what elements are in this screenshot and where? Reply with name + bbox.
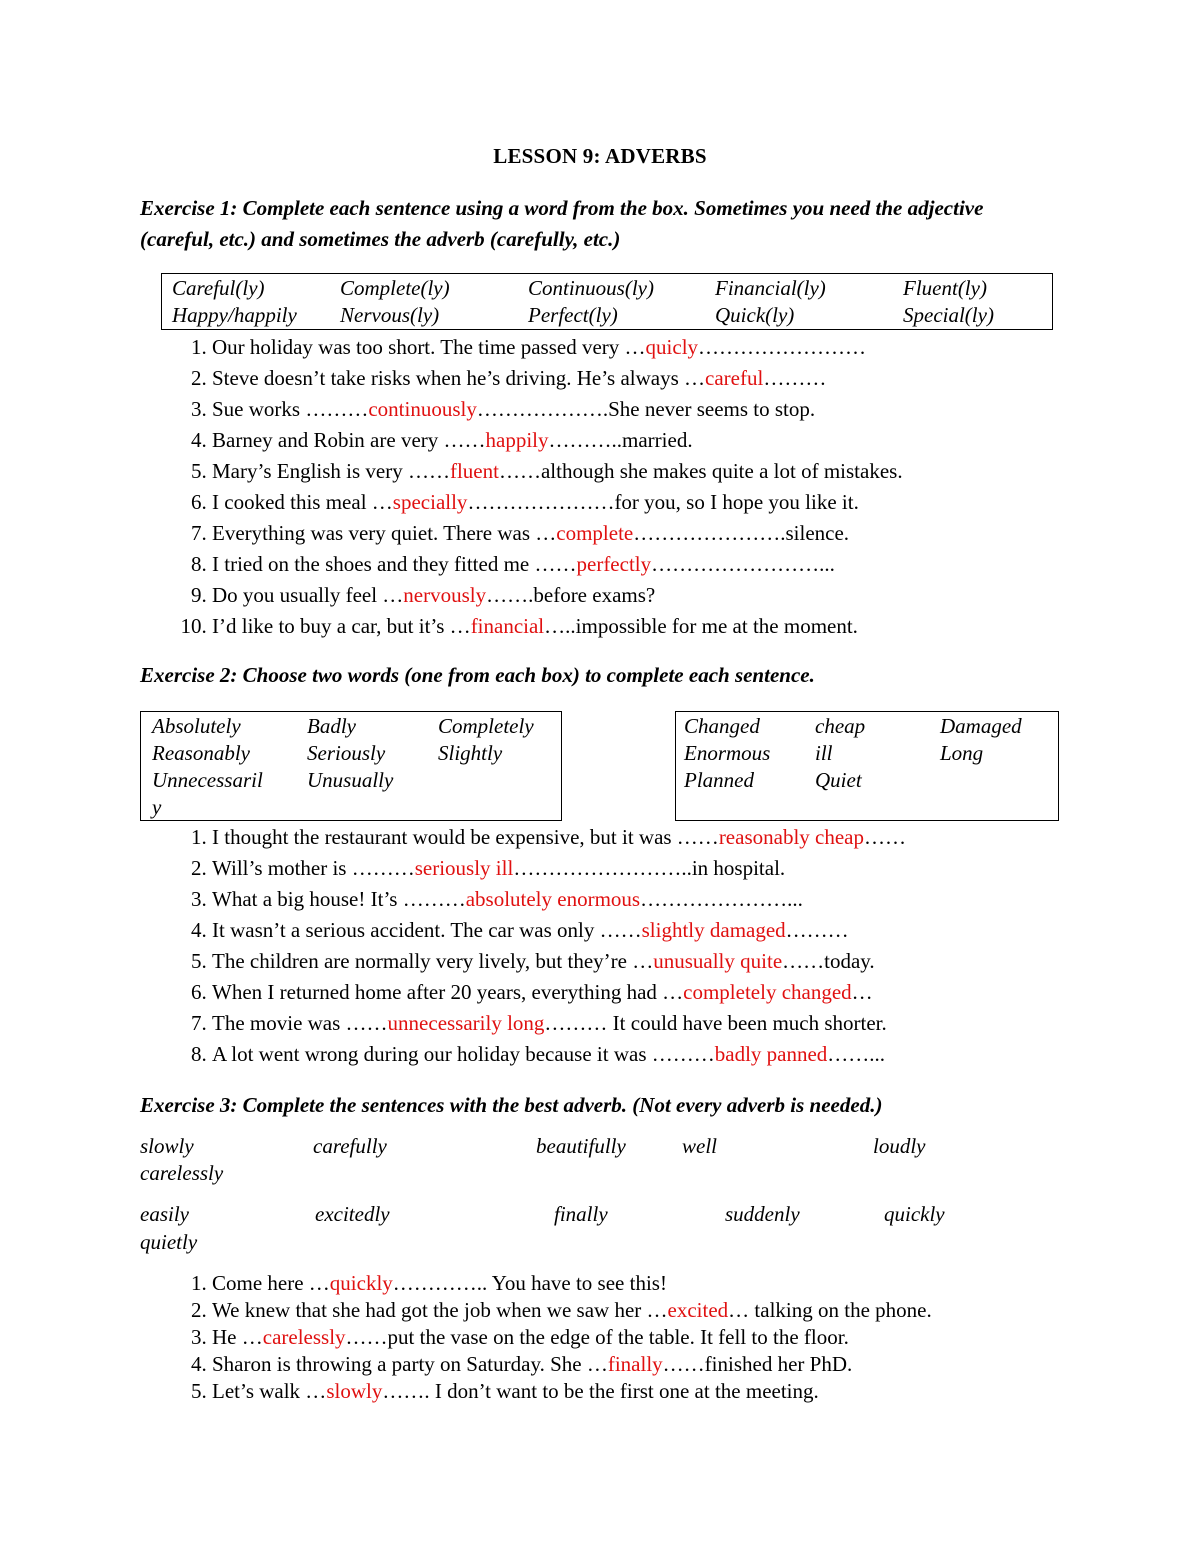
word-box-cell: Quiet (815, 768, 862, 792)
sentence-text: … talking on the phone. (728, 1298, 932, 1322)
answer-text: quickly (329, 1271, 393, 1295)
word-box-cell: Fluent(ly) (903, 276, 987, 300)
sentence-text: It wasn’t a serious accident. The car was only …… (212, 918, 642, 942)
adverb-option: well (682, 1134, 717, 1158)
answer-text: excited (667, 1298, 729, 1322)
exercise-item (212, 611, 1172, 642)
sentence-text: Mary’s English is very …… (212, 459, 450, 483)
exercise-item (212, 549, 1172, 580)
word-box-cell: cheap (815, 714, 866, 738)
answer-text: careful (705, 366, 764, 390)
sentence-text: ……put the vase on the edge of the table. It fell to the floor. (345, 1325, 849, 1349)
sentence-text: ……………………..in hospital. (513, 856, 786, 880)
answer-text: specially (392, 490, 468, 514)
word-box-cell: Enormous (684, 741, 771, 765)
sentence-text: Steve doesn’t take risks when he’s driving. He’s always … (212, 366, 706, 390)
exercise-item (212, 1297, 1172, 1324)
sentence-text: …….before exams? (486, 583, 656, 607)
sentence-text: Will’s mother is ……… (212, 856, 415, 880)
page-title: LESSON 9: ADVERBS (493, 144, 707, 168)
exercise-1-heading: Exercise 1: Complete each sentence using a word from the box. Sometimes you need the adjective (careful, etc.) and sometimes the adverb (carefully, etc.) (140, 196, 984, 251)
sentence-text: Barney and Robin are very …… (212, 428, 486, 452)
adverb-option: quietly (140, 1230, 198, 1254)
sentence-text: ……… (763, 366, 827, 390)
word-box-cell: Unusually (307, 768, 394, 792)
word-box-cell: Perfect(ly) (528, 303, 618, 327)
exercise-2-heading: Exercise 2: Choose two words (one from each box) to complete each sentence. (140, 663, 815, 687)
sentence-text: When I returned home after 20 years, everything had … (212, 980, 684, 1004)
sentence-text: …… (864, 825, 906, 849)
exercise-item (212, 518, 1172, 549)
exercise-3-heading: Exercise 3: Complete the sentences with the best adverb. (Not every adverb is needed.) (140, 1093, 883, 1117)
exercise-item (212, 915, 1172, 946)
answer-text: complete (556, 521, 634, 545)
word-box-cell: Careful(ly) (172, 276, 265, 300)
adverb-option: slowly (140, 1134, 194, 1158)
answer-text: continuously (368, 397, 477, 421)
exercise-item (212, 487, 1172, 518)
exercise-item (212, 425, 1172, 456)
exercise-item (212, 977, 1172, 1008)
sentence-text: I thought the restaurant would be expensive, but it was …… (212, 825, 719, 849)
word-box-cell: y (152, 795, 162, 819)
sentence-text: … (851, 980, 873, 1004)
exercise-3-list (140, 1270, 1172, 1405)
word-box-cell: Complete(ly) (340, 276, 450, 300)
exercise-item (212, 1351, 1172, 1378)
sentence-text: Sue works ……… (212, 397, 369, 421)
sentence-text: Come here … (212, 1271, 330, 1295)
adverb-option: quickly (884, 1202, 945, 1226)
exercise-item (212, 946, 1172, 977)
answer-text: slightly damaged (641, 918, 786, 942)
answer-text: reasonably cheap (718, 825, 864, 849)
word-box-cell: Badly (307, 714, 356, 738)
sentence-text: …………………... (640, 887, 803, 911)
exercise-item (212, 580, 1172, 611)
sentence-text: Sharon is throwing a party on Saturday. She … (212, 1352, 608, 1376)
exercise-item (212, 332, 1172, 363)
exercise-2-left-box (140, 711, 562, 821)
word-box-cell: ill (815, 741, 833, 765)
adverb-option: easily (140, 1202, 189, 1226)
sentence-text: …..impossible for me at the moment. (544, 614, 858, 638)
exercise-1-word-box (161, 273, 1053, 330)
exercise-item (212, 363, 1172, 394)
word-box-cell: Reasonably (152, 741, 250, 765)
sentence-text: ……… It could have been much shorter. (544, 1011, 887, 1035)
answer-text: slowly (326, 1379, 383, 1403)
answer-text: nervously (403, 583, 487, 607)
sentence-text: …………………for you, so I hope you like it. (467, 490, 859, 514)
exercise-item (212, 456, 1172, 487)
sentence-text: What a big house! It’s ……… (212, 887, 466, 911)
answer-text: absolutely enormous (465, 887, 641, 911)
adverb-option: beautifully (536, 1134, 626, 1158)
answer-text: financial (470, 614, 545, 638)
word-box-cell: Damaged (940, 714, 1022, 738)
answer-text: fluent (449, 459, 499, 483)
sentence-text: ………….. You have to see this! (392, 1271, 667, 1295)
exercise-2-list (140, 822, 1172, 1070)
answer-text: unusually quite (653, 949, 783, 973)
adverb-option: carelessly (140, 1161, 224, 1185)
answer-text: badly panned (714, 1042, 828, 1066)
adverb-option: loudly (873, 1134, 926, 1158)
sentence-text: ………………….silence. (633, 521, 850, 545)
word-box-cell: Changed (684, 714, 760, 738)
sentence-text: Do you usually feel … (212, 583, 404, 607)
answer-text: quicly (645, 335, 699, 359)
answer-text: carelessly (262, 1325, 346, 1349)
word-box-cell: Happy/happily (172, 303, 297, 327)
exercise-item (212, 822, 1172, 853)
adverb-option: suddenly (725, 1202, 800, 1226)
sentence-text: A lot went wrong during our holiday because it was ……… (212, 1042, 715, 1066)
exercise-item (212, 1008, 1172, 1039)
exercise-item (212, 1324, 1172, 1351)
exercise-item (212, 884, 1172, 915)
exercise-item (212, 1039, 1172, 1070)
answer-text: completely changed (683, 980, 852, 1004)
answer-text: happily (485, 428, 549, 452)
sentence-text: We knew that she had got the job when we saw her … (212, 1298, 668, 1322)
answer-text: perfectly (576, 552, 652, 576)
exercise-item (212, 1270, 1172, 1297)
sentence-text: ……. I don’t want to be the first one at the meeting. (382, 1379, 819, 1403)
word-box-cell: Long (940, 741, 984, 765)
exercise-item (212, 1378, 1172, 1405)
sentence-text: ……………….She never seems to stop. (476, 397, 816, 421)
adverb-option: excitedly (315, 1202, 390, 1226)
sentence-text: He … (212, 1325, 263, 1349)
answer-text: finally (607, 1352, 663, 1376)
word-box-cell: Unnecessaril (152, 768, 263, 792)
sentence-text: ……… (785, 918, 849, 942)
word-box-cell: Special(ly) (903, 303, 994, 327)
word-box-cell: Financial(ly) (715, 276, 826, 300)
word-box-cell: Seriously (307, 741, 386, 765)
sentence-text: ……………………... (651, 552, 835, 576)
sentence-text: …………………… (698, 335, 867, 359)
sentence-text: Everything was very quiet. There was … (212, 521, 557, 545)
word-box-cell: Continuous(ly) (528, 276, 654, 300)
word-box-cell: Quick(ly) (715, 303, 795, 327)
sentence-text: Let’s walk … (212, 1379, 327, 1403)
sentence-text: ………..married. (548, 428, 693, 452)
sentence-text: I’d like to buy a car, but it’s … (212, 614, 471, 638)
sentence-text: I tried on the shoes and they fitted me …… (212, 552, 577, 576)
word-box-cell: Nervous(ly) (340, 303, 440, 327)
word-box-cell: Completely (438, 714, 534, 738)
adverb-option: carefully (313, 1134, 387, 1158)
exercise-2-right-box (675, 711, 1059, 821)
word-box-cell: Absolutely (152, 714, 241, 738)
sentence-text: ……... (827, 1042, 886, 1066)
sentence-text: ……although she makes quite a lot of mistakes. (498, 459, 903, 483)
sentence-text: The children are normally very lively, but they’re … (212, 949, 654, 973)
word-box-cell: Slightly (438, 741, 503, 765)
exercise-item (212, 853, 1172, 884)
sentence-text: ……today. (782, 949, 875, 973)
answer-text: seriously ill (414, 856, 514, 880)
sentence-text: I cooked this meal … (212, 490, 393, 514)
exercise-1-list (140, 332, 1172, 642)
answer-text: unnecessarily long (387, 1011, 545, 1035)
word-box-cell: Planned (684, 768, 754, 792)
adverb-option: finally (554, 1202, 608, 1226)
exercise-item (212, 394, 1172, 425)
sentence-text: The movie was …… (212, 1011, 388, 1035)
sentence-text: Our holiday was too short. The time passed very … (212, 335, 646, 359)
sentence-text: ……finished her PhD. (662, 1352, 853, 1376)
